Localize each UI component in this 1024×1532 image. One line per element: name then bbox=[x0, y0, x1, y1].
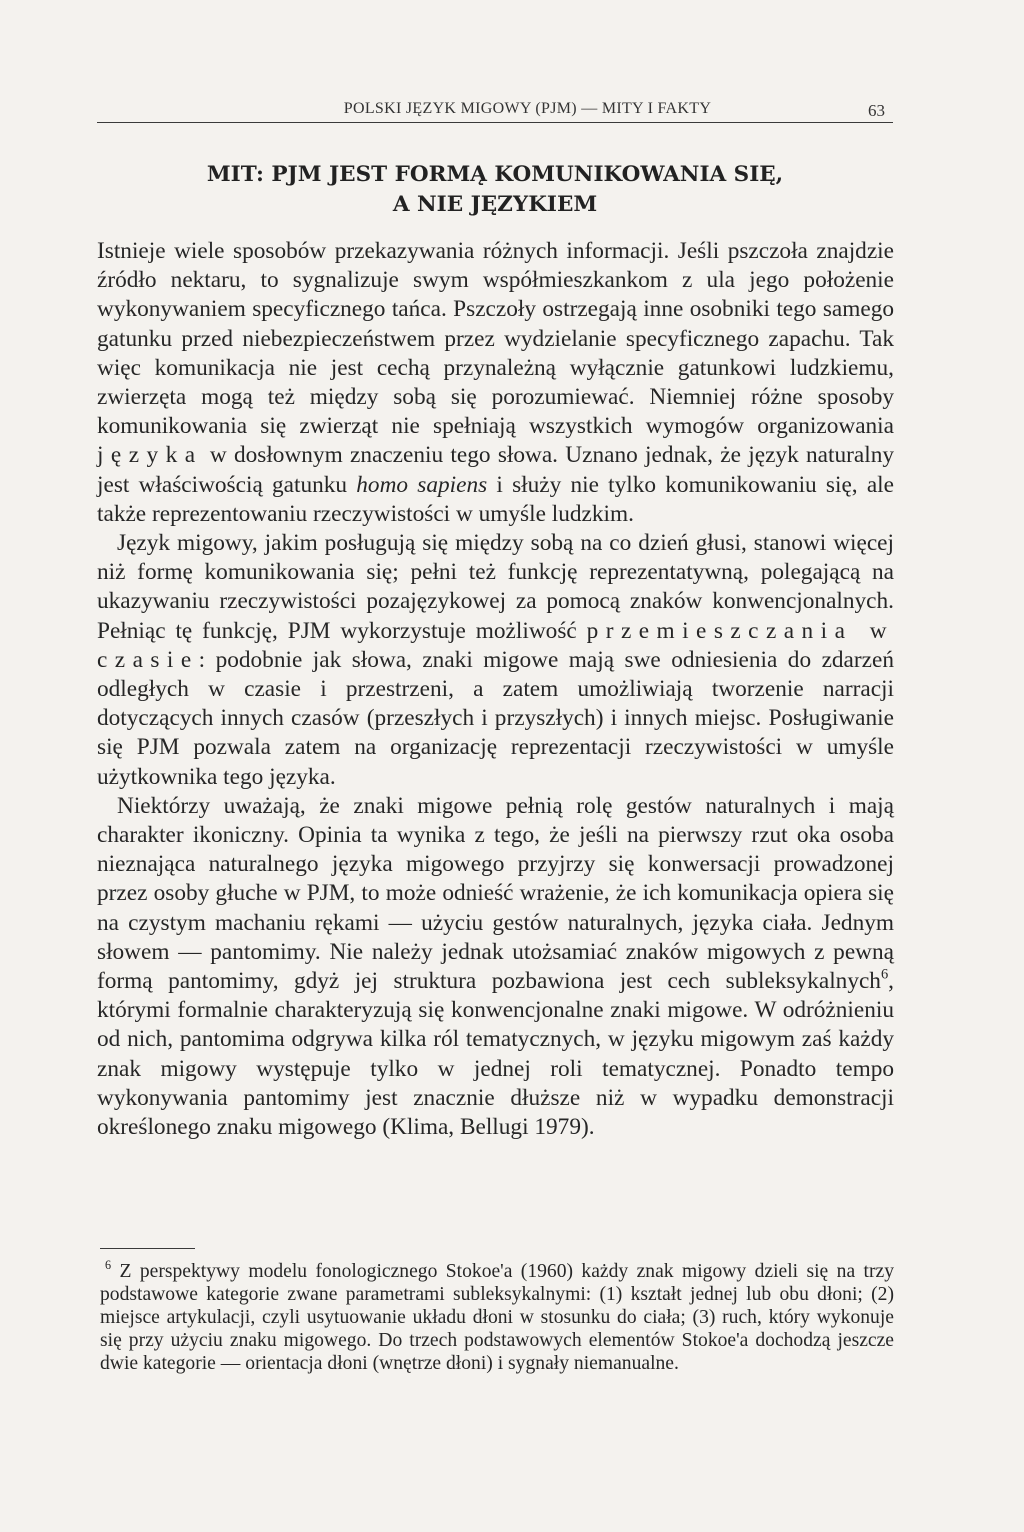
running-head: POLSKI JĘZYK MIGOWY (PJM) — MITY I FAKTY bbox=[343, 100, 712, 117]
paragraph-2-text-b: : podobnie jak słowa, znaki migowe mają swe odniesienia do zdarzeń odległych w czasie i przestrzeni, a zatem umożliwiają tworzenie narracji dotyczących innych czasów (przeszłych i przyszłych) i innych miejsc. Posługiwanie się PJM pozwala zatem na organizację reprezentacji rzeczywistości w umyśle użytkownika tego języka. bbox=[97, 646, 894, 790]
paragraph-3 bbox=[97, 792, 894, 1142]
paragraph-3-text-a: Niektórzy uważają, że znaki migowe pełnią rolę gestów naturalnych i mają charakter ikoniczny. Opinia ta wynika z tego, że jeśli na pierwszy rzut oka osoba nieznająca naturalnego języka migowego przyjrzy się konwersacji prowadzonej przez osoby głuche w PJM, to może odnieść wrażenie, że ich komunikacja opiera się na czystym machaniu rękami — użyciu gestów naturalnych, języka ciała. Jednym słowem — pantomimy. Nie należy jednak utożsamiać znaków migowych z pewną formą pantomimy, gdyż jej struktura pozbawiona jest cech subleksykalnych bbox=[97, 792, 894, 995]
header-rule bbox=[97, 122, 893, 123]
footnote-rule bbox=[100, 1248, 195, 1249]
page-number: 63 bbox=[868, 101, 885, 120]
footnote-text: Z perspektywy modelu fonologicznego Stokoe'a (1960) każdy znak migowy dzieli się na trzy podstawowe kategorie zwane parametrami subleksykalnymi: (1) kształt jednej lub obu dłoni; (2) miejsce artykulacji, czyli usytuowanie układu dłoni w stosunku do ciała; (3) ruch, który wykonuje się przy użyciu znaku migowego. Do trzech podstawowych elementów Stokoe'a dochodzą jeszcze dwie kategorie — orientacja dłoni (wnętrze dłoni) i sygnały niemanualne. bbox=[100, 1261, 894, 1374]
paragraph-1-text-a: Istnieje wiele sposobów przekazywania różnych informacji. Jeśli pszczoła znajdzie źródło nektaru, to sygnalizuje swym współmieszkankom z ula jego położenie wykonywaniem specyficznego tańca. Pszczoły ostrzegają inne osobniki tego samego gatunku przed niebezpieczeństwem przez wydzielanie specyficznego zapachu. Tak więc komunikacja nie jest cechą przynależną wyłącznie gatunkowi ludzkiemu, zwierzęta mogą też między sobą się porozumiewać. Niemniej różne sposoby komunikowania się zwierząt nie spełniają wszystkich wymogów organizowania bbox=[97, 238, 894, 440]
body-text bbox=[97, 237, 894, 1142]
paragraph-1-italic-term: homo sapiens bbox=[356, 471, 488, 498]
footnote-marker: 6 bbox=[105, 1258, 112, 1273]
paragraph-3-text-b: , którymi formalnie charakteryzują się konwencjonalne znaki migowe. W odróżnieniu od nich, pantomima odgrywa kilka ról tematycznych, w języku migowym zaś każdy znak migowy występuje tylko w jednej roli tematycznej. Ponadto tempo wykonywania pantomimy jest znacznie dłuższe niż w wypadku demonstracji określonego znaku migowego (Klima, Bellugi 1979). bbox=[97, 968, 894, 1141]
footnote bbox=[100, 1260, 894, 1375]
paragraph-2-spaced-term: przemieszczania w czasie bbox=[97, 617, 895, 673]
paragraph-1-text-b: w dosłownym znaczeniu tego słowa. Uznano jednak, że język naturalny jest właściwością gatunku bbox=[97, 442, 894, 498]
paragraph-1-spaced-term: języka bbox=[97, 442, 203, 469]
section-title bbox=[97, 160, 893, 220]
paragraph-1 bbox=[97, 237, 894, 529]
paragraph-1-text-c: i służy nie tylko komunikowaniu się, ale także reprezentowaniu rzeczywistości w umyśle ludzkim. bbox=[97, 471, 894, 527]
paragraph-2-text-a: Język migowy, jakim posługują się między sobą na co dzień głusi, stanowi więcej niż formę komunikowania się; pełni też funkcję reprezentatywną, polegającą na ukazywaniu rzeczywistości pozajęzykowej za pomocą znaków konwencjonalnych. Pełniąc tę funkcję, PJM wykorzystuje możliwość bbox=[97, 530, 894, 644]
section-title-line-2: A NIE JĘZYKIEM bbox=[392, 192, 598, 217]
paragraph-2 bbox=[97, 529, 894, 792]
footnote-reference[interactable]: 6 bbox=[880, 966, 889, 983]
section-title-line-1: MIT: PJM JEST FORMĄ KOMUNIKOWANIA SIĘ, bbox=[206, 162, 784, 187]
